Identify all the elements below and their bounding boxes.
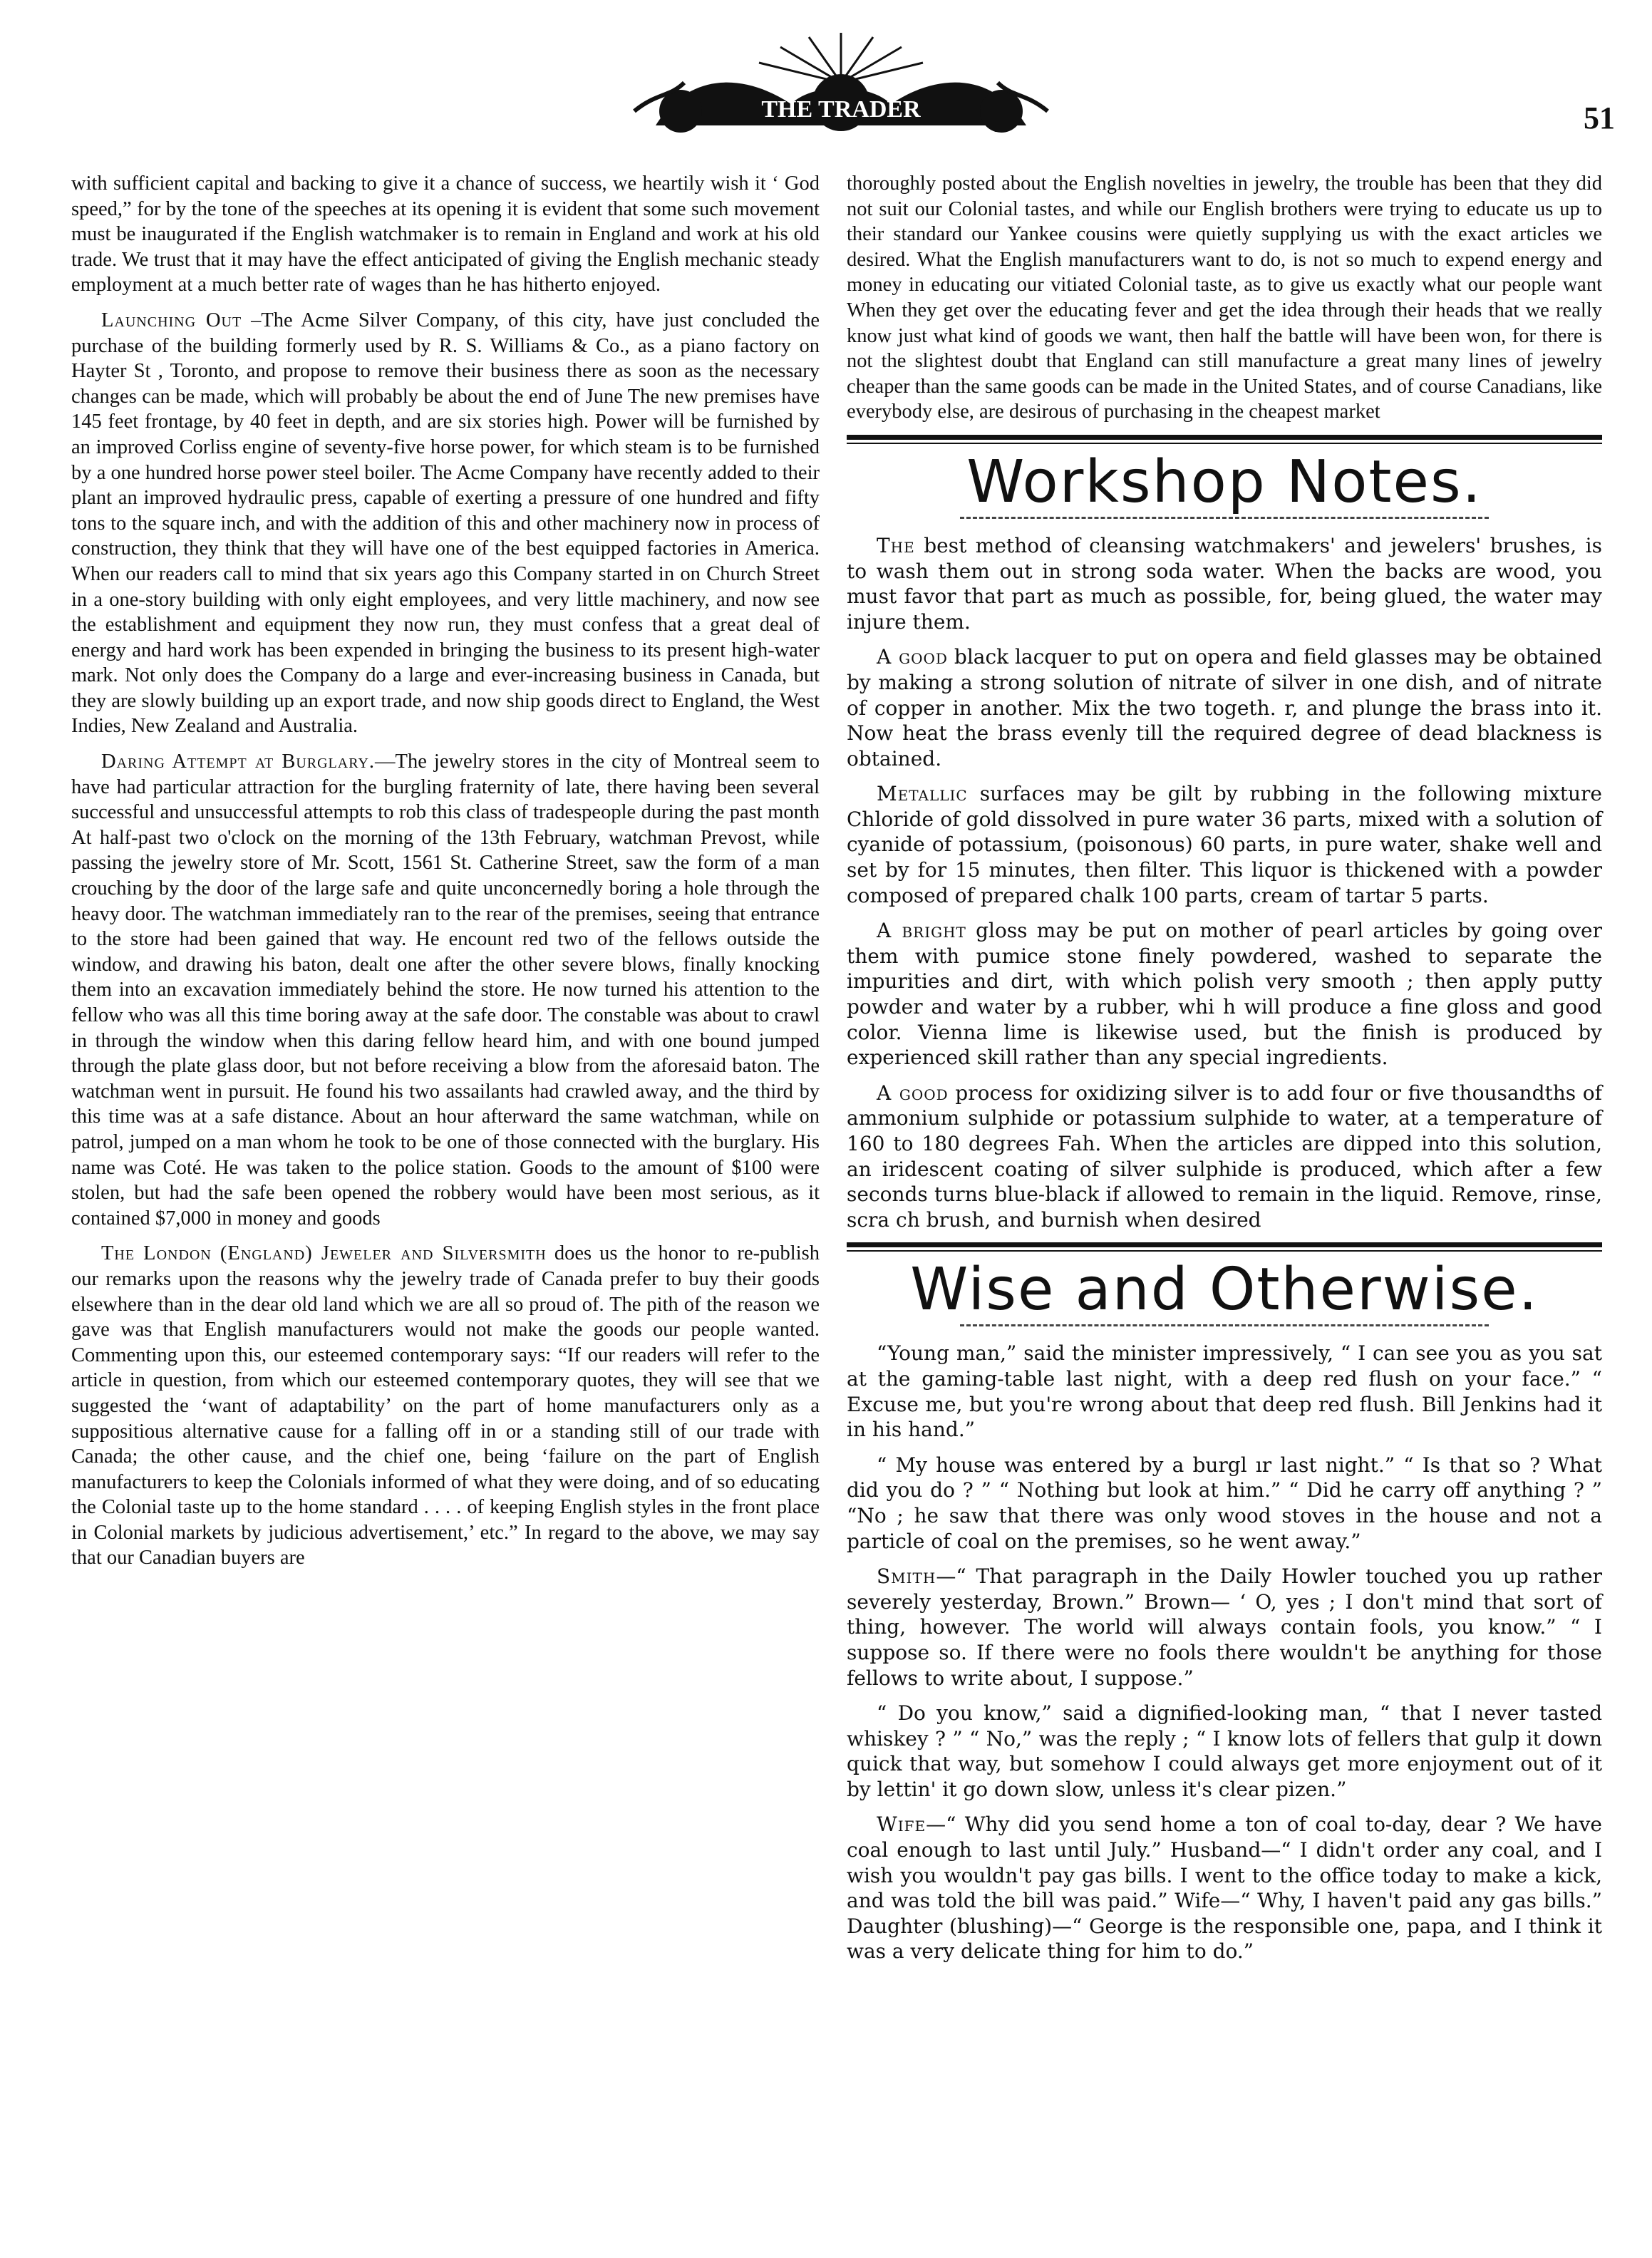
note-lead: The <box>877 533 915 557</box>
joke-item: “ My house was entered by a burgl ır last night.” “ Is that so ? What did you do ? ” “ Nothing but look at him.” “ Did he carry off anything ? ” “No ; he saw that there was only wood stoves in the house and not a particle of coal on the premises, so he went away.” <box>847 1453 1602 1553</box>
section-divider <box>847 435 1602 440</box>
article-body: does us the honor to re-publish our remarks upon the reasons why the jewelry trade of Canada prefer to buy their goods elsewhere than in the dear old land which we are all so proud of. The pith of the reason we gave was that English manufacturers would not make the goods our people wanted. Commenting upon this, our esteemed contemporary says: “If our readers will refer to the article in question, from which our esteemed contemporary quotes, they will see that we suggested the ‘want of adaptability’ on the part of home manufacturers only as a suppositious alternative cause for a falling off in or a standing still of our trade with Canada; the other cause, and the chief one, being ‘failure on the part of English manufacturers to keep the Colonials informed of what they were doing, and of so educating the Colonial taste up to the home standard . . . . of keeping English styles in the front place in Colonial markets by judicious advertisement,’ etc.” In regard to the above, we may say that our Canadian buyers are <box>71 1242 820 1569</box>
joke-item <box>847 1564 1602 1691</box>
article-body: –The Acme Silver Company, of this city, have just concluded the purchase of the building formerly used by R. S. Williams & Co., as a piano factory on Hayter St , Toronto, and propose to remove their business there as soon as the necessary changes can be made, which will probably be about the end of June The new premises have 145 feet frontage, by 40 feet in depth, and are six stories high. Power will be furnished by an improved Corliss engine of seventy-five horse power, for which steam is to be furnished by a one hundred horse power steel boiler. The Acme Company have recently added to their plant an improved hydraulic press, capable of exerting a pressure of one hundred and fifty tons to the square inch, and with the addition of this and other machinery now in process of construction, they think that they will have one of the best equipped factories in America. When our readers call to mind that six years ago this Company started in on Church Street in a one-story building with only eight employees, and very little machinery, and now see the establishment and equipment they now run, they must confess that a great deal of energy and hard work has been expended in bringing the business to its present high-water mark. Not only does the Company do a large and ever-increasing business in Canada, but they are slowly building up an export trade, and now ship goods direct to England, the West Indies, New Zealand and Australia. <box>71 309 820 738</box>
workshop-notes-section <box>847 533 1602 1232</box>
note-lead: A bright <box>877 919 966 943</box>
note-lead: Metallic <box>877 782 968 806</box>
wise-and-otherwise-heading: Wise and Otherwise. <box>910 1256 1539 1324</box>
article-london-jeweler <box>71 1241 820 1571</box>
note-body: gloss may be put on mother of pearl articles by going over them with pumice stone finely powdered, washed to separate the impurities and dirt, with which polish very smooth ; then apply putty powder and water by a rubber, whi h will produce a fine gloss and good color. Vienna lime is likewise used, but the finish is produced by experienced skill rather than any special ingredients. <box>847 919 1602 1070</box>
wise-and-otherwise-section <box>847 1341 1602 1964</box>
article-lead: Launching Out <box>101 309 242 331</box>
article-burglary <box>71 749 820 1231</box>
page-number: 51 <box>1584 100 1615 135</box>
joke-body: —“ That paragraph in the Daily Howler touched you up rather severely yesterday, Brown.” Brown— ‘ O, yes ; I don't mind that sort of thing, however. The world will always contain fools, you know.” “ I suppose so. If there were no fools there wouldn't be anything for those fellows to write about, I suppose.” <box>847 1564 1602 1690</box>
workshop-notes-heading: Workshop Notes. <box>966 448 1482 516</box>
article-launching-out <box>71 308 820 739</box>
workshop-note <box>847 781 1602 908</box>
masthead-emblem <box>627 26 1055 147</box>
article-paragraph: thoroughly posted about the English novelties in jewelry, the trouble has been that they did not suit our Colonial tastes, and while our English brothers were trying to educate us up to their standard our Yankee cousins were quietly supplying us with the exact articles we desired. What the English manufacturers want to do, is not so much to expend energy and money in educating our vitiated Colonial taste, as to give us exactly what our people want When they get over the educating fever and get the idea through their heads that we really know just what kind of goods we want, then half the battle will have been won, for there is not the slightest doubt that England can still manufacture a great many lines of jewelry cheaper than the same goods can be made in the United States, and of course Canadians, like everybody else, are desirous of purchasing in the cheapest market <box>847 172 1602 423</box>
section-divider <box>847 1242 1602 1247</box>
section-divider <box>847 443 1602 444</box>
note-body: surfaces may be gilt by rubbing in the following mixture Chloride of gold dissolved in pure water 36 parts, mixed with a solution of cyanide of potassium, (poisonous) 60 parts, in pure water, shake well and set by for 15 minutes, then filter. This liquor is thickened with a powder composed of prepared chalk 100 parts, cream of tartar 5 parts. <box>847 782 1602 907</box>
section-divider <box>847 1250 1602 1252</box>
article-paragraph: with sufficient capital and backing to give it a chance of success, we heartily wish it ‘ God speed,” for by the tone of the speeches at its opening it is evident that some such movement must be inaugurated if the English watchmaker is to remain in England and work at his old trade. We trust that it may have the effect anticipated of giving the English mechanic steady employment at a much better rate of wages than he has hitherto enjoyed. <box>71 172 820 297</box>
left-column <box>71 171 820 1581</box>
joke-lead: Smith <box>877 1564 936 1589</box>
note-lead: A good <box>877 645 948 669</box>
article-body: —The jewelry stores in the city of Montreal seem to have had particular attraction for the burgling fraternity of late, there having been several successful and unsuccessful attempts to rob this class of tradespeople during the past month At half-past two o'clock on the morning of the 13th February, watchman Prevost, while passing the jewelry store of Mr. Scott, 1561 St. Catherine Street, saw the form of a man crouching by the door of the large safe and quite unconcernedly boring a hole through the heavy door. The watchman immediately ran to the rear of the premises, seeing that entrance to the store had been gained that way. He encount red two of the fellows outside the window, and drawing his baton, dealt one after the other severe blows, finally knocking them into an excavation immediately behind the store. He now turned his attention to the fellow who was all this time boring away at the safe door. The constable was about to crawl in through the window when this daring fellow heard him, and with one bound jumped through the plate glass door, but not before receiving a blow from the aforesaid baton. The watchman went in pursuit. He found his two assailants had crawled away, and the third by this time was at a safe distance. About an hour afterward the same watchman, while on patrol, jumped on a man whom he took to be one of those connected with the burglary. His name was Coté. He was taken to the police station. Goods to the amount of $100 were stolen, but had the safe been opened the robbery would have been most serious, as it contained $7,000 in money and goods <box>71 751 820 1229</box>
right-column <box>847 171 1602 1974</box>
joke-body: —“ Why did you send home a ton of coal to-day, dear ? We have coal enough to last until July.” Husband—“ I didn't order any coal, and I wish you wouldn't pay gas bills. I went to the office today to make a kick, and was told the bill was paid.” Wife—“ Why, I haven't paid any gas bills.” Daughter (blushing)—“ George is the responsible one, papa, and I think it was a very delicate thing for him to do.” <box>847 1813 1602 1964</box>
joke-lead: Wife <box>877 1813 926 1837</box>
heading-underline <box>960 1324 1489 1326</box>
article-lead: The London (England) Jeweler and Silversmith <box>101 1242 547 1265</box>
workshop-note <box>847 1081 1602 1233</box>
joke-item <box>847 1812 1602 1964</box>
workshop-note <box>847 533 1602 634</box>
note-body: black lacquer to put on opera and field glasses may be obtained by making a strong solution of nitrate of silver in one dish, and of nitrate of copper in another. Mix the two togeth. r, and plunge the brass into it. Now heat the brass evenly till the required degree of dead blackness is obtained. <box>847 645 1602 770</box>
workshop-note <box>847 918 1602 1071</box>
joke-item: “Young man,” said the minister impressively, “ I can see you as you sat at the gaming-table last night, with a deep red flush on your face.” “ Excuse me, but you're wrong about that deep red flush. Bill Jenkins had it in his hand.” <box>847 1341 1602 1442</box>
article-lead: Daring Attempt at Burglary. <box>101 751 376 773</box>
masthead-title: THE TRADER <box>761 96 921 123</box>
note-body: process for oxidizing silver is to add four or five thousandths of ammonium sulphide or potassium sulphide to water, at a temperature of 160 to 180 degrees Fah. When the articles are dipped into this solution, an iridescent coating of silver sulphide is produced, which after a few seconds turns blue-black if allowed to remain in the liquid. Remove, rinse, scra ch brush, and burnish when desired <box>847 1081 1602 1232</box>
note-body: best method of cleansing watchmakers' and jewelers' brushes, is to wash them out in strong soda water. When the backs are wood, you must favor that part as much as possible, for, being glued, the water may injure them. <box>847 533 1602 634</box>
note-lead: A good <box>877 1081 949 1105</box>
heading-underline <box>960 517 1489 519</box>
joke-item: “ Do you know,” said a dignified-looking man, “ that I never tasted whiskey ? ” “ No,” was the reply ; “ I know lots of fellers that gulp it down quick that way, but somehow I could always get more enjoyment out of it by lettin' it go down slow, unless it's clear pizen.” <box>847 1701 1602 1801</box>
workshop-note <box>847 644 1602 771</box>
